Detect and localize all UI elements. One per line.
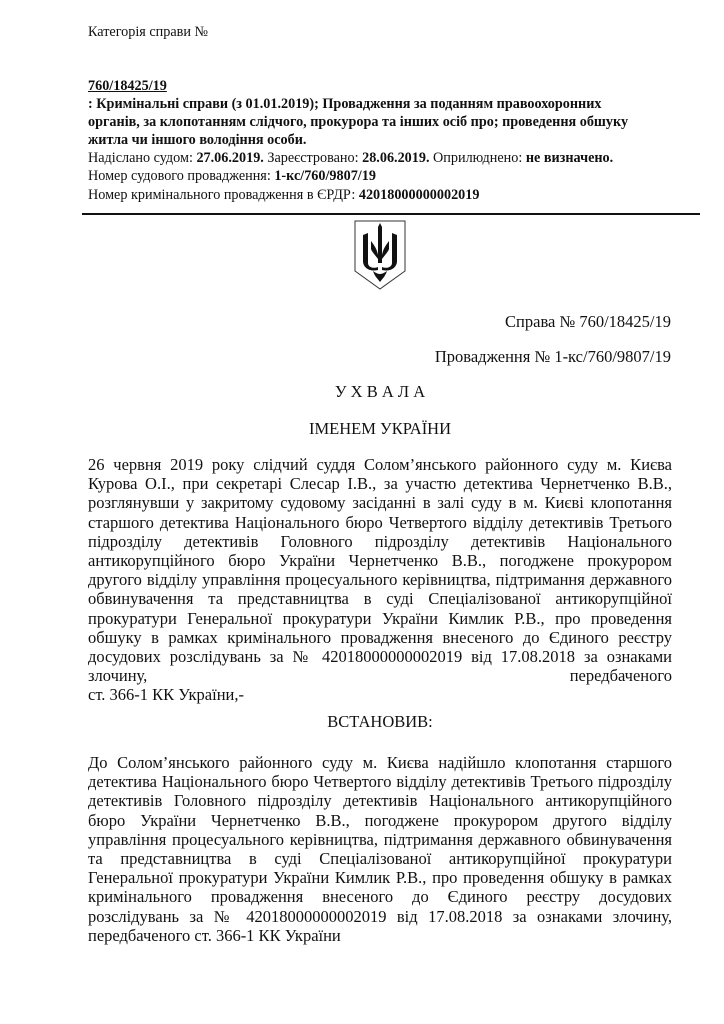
section-heading: ВСТАНОВИВ: [327, 712, 433, 731]
case-number-link[interactable]: 760/18425/19 [88, 78, 167, 94]
text-line: детективів Головного підрозділу детективів Національного антикорупційного [88, 791, 672, 811]
text-line: передбаченого ст. 366-1 КК України [88, 925, 341, 945]
text-line: До Солом’янського районного суду м. Києва надійшло клопотання старшого [88, 753, 672, 772]
text-line: детектива Національного бюро Четвертого відділу детективів Третього підрозділу [88, 772, 672, 792]
paragraph-established [88, 753, 672, 945]
text-line: старшого детектива Національного бюро Четвертого відділу детективів Третього [88, 512, 672, 532]
category-line: органів, за клопотанням слідчого, прокурора та інших осіб про; проведення обшуку [88, 114, 629, 130]
court-proceeding-value: 1-кс/760/9807/19 [274, 168, 376, 184]
case-reference: Справа № 760/18425/19 [505, 312, 671, 331]
text-line: ст. 366-1 КК України,- [88, 685, 244, 705]
proceeding-reference: Провадження № 1-кс/760/9807/19 [434, 347, 671, 366]
paragraph-intro [88, 455, 672, 704]
sent-label: Надіслано судом: [88, 150, 193, 166]
text-line: кримінального провадження внесеного до Єдиного реєстру досудових [88, 887, 672, 907]
text-line: прокуратури Генеральної прокуратури України Кимлик Р.В., про проведення [88, 608, 672, 628]
category-line: житла чи іншого володіння особи. [88, 132, 307, 148]
criminal-proceeding-value: 42018000000002019 [358, 187, 480, 203]
registered-label: Зареєстровано: [267, 150, 359, 166]
text-fragment: передбаченого [569, 666, 672, 686]
court-proceeding-line [88, 167, 376, 185]
header-divider [82, 213, 700, 215]
text-line [88, 666, 672, 685]
document-subtitle: ІМЕНЕМ УКРАЇНИ [308, 419, 452, 438]
text-line: обвинувачення та представництва в суді Спеціалізованої антикорупційної [88, 589, 672, 609]
dates-line [88, 149, 613, 167]
category-line: : Кримінальні справи (з 01.01.2019); Провадження за поданням правоохоронних [88, 96, 602, 112]
document-title: У Х В А Л А [334, 382, 426, 401]
text-line: розглянувши у закритому судовому засіданні в залі суду в м. Києві клопотання [88, 493, 672, 513]
text-line: Генеральної прокуратури України Кимлик Р.В., про проведення обшуку в рамках [88, 868, 672, 888]
text-line: другого відділу управління процесуального керівництва, підтримання державного [88, 570, 672, 590]
registered-value: 28.06.2019. [362, 150, 430, 166]
text-line: підрозділу детективів Головного підрозділу детективів Національного [88, 531, 672, 551]
category-description [88, 95, 628, 149]
coat-of-arms-of-ukraine-icon [351, 219, 409, 291]
text-line: антикорупційного бюро України Чернетченко В.В., погоджене прокурором [88, 550, 672, 570]
criminal-proceeding-line [88, 186, 479, 204]
sent-value: 27.06.2019. [196, 150, 264, 166]
text-line: Курова О.І., при секретарі Слесар І.В., за участю детектива Чернетченко В.В., [88, 474, 672, 494]
text-line: досудових розслідувань за № 42018000000002019 від 17.08.2018 за ознаками [88, 646, 672, 666]
text-line: 26 червня 2019 року слідчий суддя Солом’янського районного суду м. Києва [88, 455, 672, 474]
text-line: бюро України Чернетченко В.В., погоджене прокурором другого відділу [88, 810, 672, 830]
text-fragment: злочину, [88, 666, 148, 686]
criminal-proceeding-label: Номер кримінального провадження в ЄРДР: [88, 187, 356, 203]
text-line: розслідувань за № 42018000000002019 від 17.08.2018 за ознаками злочину, [88, 906, 672, 926]
text-line: управління процесуального керівництва, підтримання державного обвинувачення [88, 829, 672, 849]
court-proceeding-label: Номер судового провадження: [88, 168, 271, 184]
category-label: Категорія справи № [88, 24, 209, 40]
published-label: Оприлюднено: [433, 150, 523, 166]
text-line: та представництва в суді Спеціалізованої антикорупційної прокуратури [88, 848, 672, 868]
text-line: обшуку в рамках кримінального провадження внесеного до Єдиного реєстру [88, 627, 672, 647]
published-value: не визначено. [525, 150, 614, 166]
